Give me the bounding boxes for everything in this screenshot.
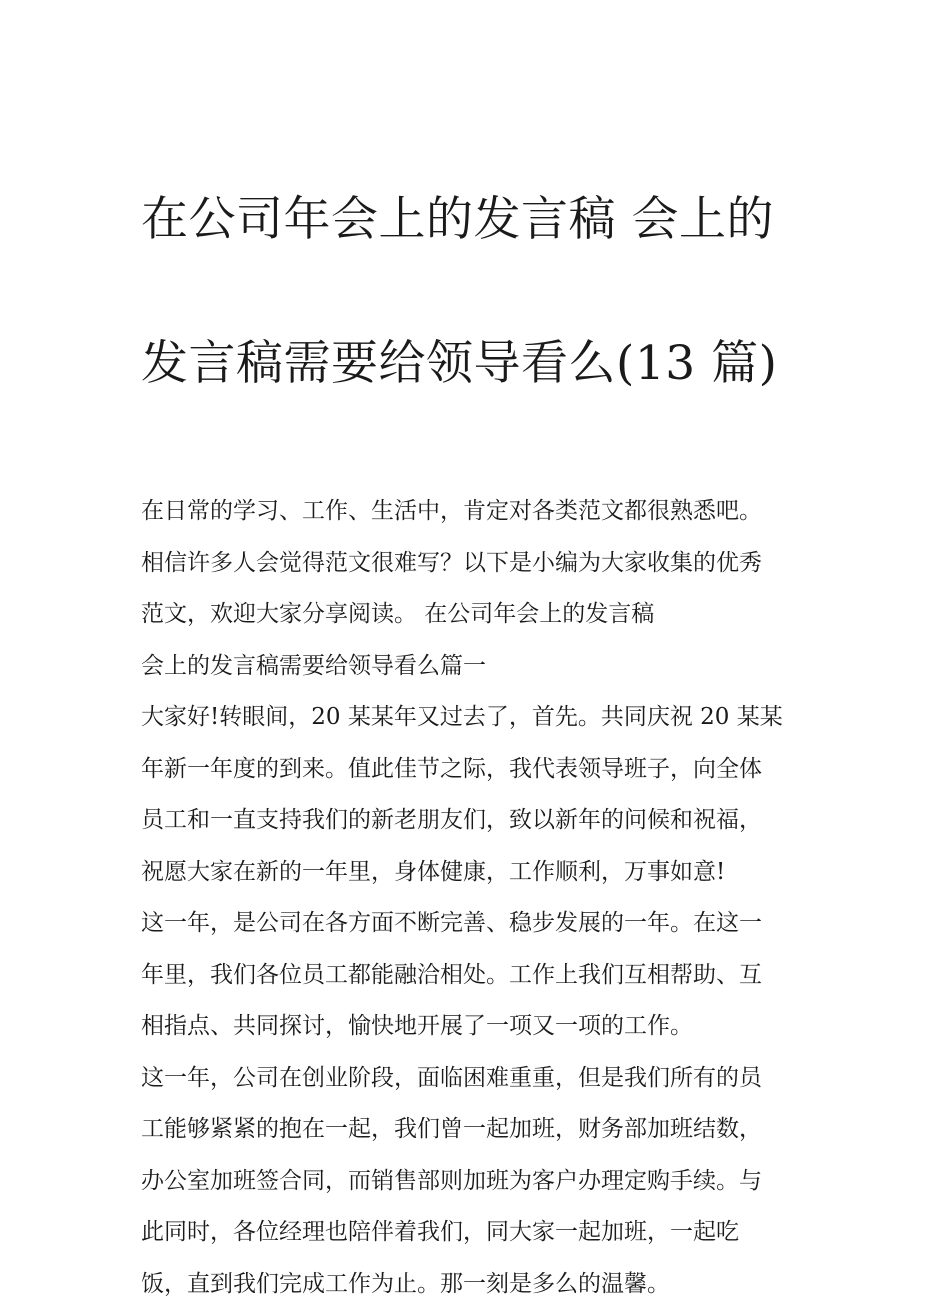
body-line: 这一年，是公司在各方面不断完善、稳步发展的一年。在这一 xyxy=(141,898,821,950)
body-line: 年里，我们各位员工都能融洽相处。工作上我们互相帮助、互 xyxy=(141,950,821,1002)
body-line: 祝愿大家在新的一年里，身体健康，工作顺利，万事如意! xyxy=(141,847,821,899)
body-line: 此同时，各位经理也陪伴着我们，同大家一起加班，一起吃 xyxy=(141,1207,821,1259)
body-line: 饭，直到我们完成工作为止。那一刻是多么的温馨。 xyxy=(141,1259,821,1310)
body-line: 年新一年度的到来。值此佳节之际，我代表领导班子，向全体 xyxy=(141,744,821,796)
title-line-1: 在公司年会上的发言稿 会上的 xyxy=(141,184,821,256)
body-line: 大家好!转眼间，20 某某年又过去了，首先。共同庆祝 20 某某 xyxy=(141,692,821,744)
body-line: 相指点、共同探讨，愉快地开展了一项又一项的工作。 xyxy=(141,1001,821,1053)
document-title xyxy=(141,112,821,472)
document-page xyxy=(141,112,821,1310)
body-line: 在日常的学习、工作、生活中，肯定对各类范文都很熟悉吧。 xyxy=(141,486,821,538)
body-line: 范文，欢迎大家分享阅读。 在公司年会上的发言稿 xyxy=(141,589,821,641)
title-line-2: 发言稿需要给领导看么(13 篇) xyxy=(141,328,821,400)
section-heading: 会上的发言稿需要给领导看么篇一 xyxy=(141,641,821,693)
body-line: 办公室加班签合同，而销售部则加班为客户办理定购手续。与 xyxy=(141,1156,821,1208)
body-line: 工能够紧紧的抱在一起，我们曾一起加班，财务部加班结数， xyxy=(141,1104,821,1156)
body-line: 员工和一直支持我们的新老朋友们，致以新年的问候和祝福， xyxy=(141,795,821,847)
document-body xyxy=(141,486,821,1310)
body-line: 相信许多人会觉得范文很难写？以下是小编为大家收集的优秀 xyxy=(141,538,821,590)
body-line: 这一年，公司在创业阶段，面临困难重重，但是我们所有的员 xyxy=(141,1053,821,1105)
